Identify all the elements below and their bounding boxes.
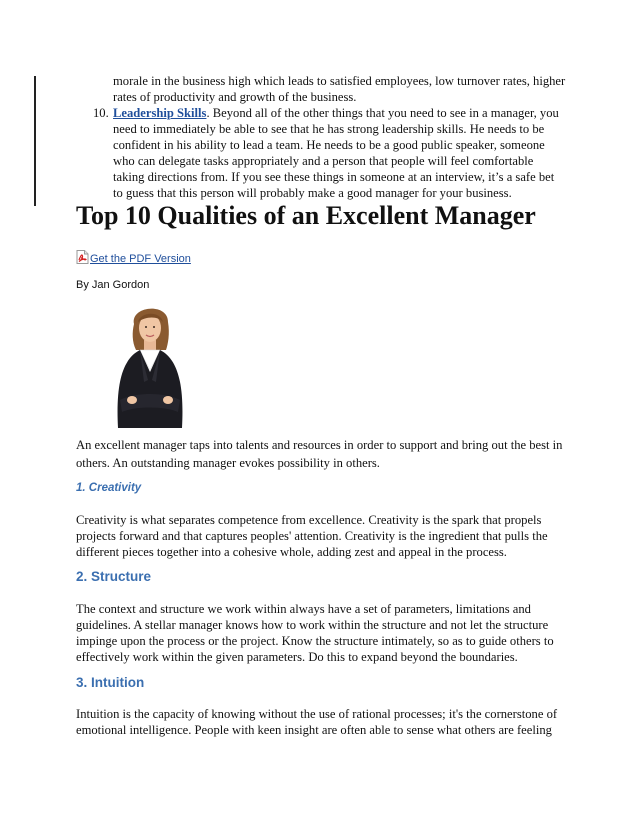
change-bar (34, 134, 36, 206)
list-item-line: to guess that this person will probably make a good manager for your business. (113, 186, 512, 200)
manager-portrait (110, 300, 190, 430)
pdf-file-icon (76, 250, 89, 264)
list-item-line: need to immediately be able to see that he has strong leadership skills. He needs to be (113, 122, 545, 136)
list-item-line: who can delegate tasks appropriately and a person that people will feel comfortable (113, 154, 534, 168)
section-line: Intuition is the capacity of knowing without the use of rational processes; it's the cornerstone of (76, 707, 558, 721)
section-heading-creativity: 1. Creativity (76, 482, 142, 494)
list-item-line: taking directions from. If you see these things in someone at an interview, it’s a safe bet (113, 170, 555, 184)
page-title: Top 10 Qualities of an Excellent Manager (76, 201, 536, 230)
list-item-line: confident in his ability to lead a team. He needs to be a good public speaker, someone (113, 138, 545, 152)
section-line: The context and structure we work within always have a set of parameters, limitations and (76, 602, 531, 616)
section-heading-structure: 2. Structure (76, 569, 152, 584)
section-line: emotional intelligence. People with keen insight are often able to sense what others are feeling (76, 723, 552, 737)
section-heading-intuition: 3. Intuition (76, 675, 145, 690)
list-item-text: . Beyond all of the other things that you need to see in a manager, you (206, 106, 559, 120)
pdf-link-row (76, 250, 191, 265)
author-byline: By Jan Gordon (76, 279, 150, 291)
list-continuation-line: morale in the business high which leads to satisfied employees, low turnover rates, higher (113, 74, 566, 88)
section-line: projects forward and that captures peoples' attention. Creativity is the ingredient that pulls the (76, 529, 548, 543)
list-continuation-line: rates of productivity and growth of the business. (113, 90, 357, 104)
intro-line: An excellent manager taps into talents and resources in order to support and bring out the best in (76, 438, 563, 452)
list-number: 10. (93, 106, 109, 120)
section-line: Creativity is what separates competence from excellence. Creativity is the spark that propels (76, 513, 542, 527)
intro-line: others. An outstanding manager evokes possibility in others. (76, 456, 380, 470)
section-line: guidelines. A stellar manager knows how to work within the structure and not let the structure (76, 618, 549, 632)
pdf-version-link[interactable]: Get the PDF Version (90, 253, 191, 265)
section-line: effectively work within the given parameters. Do this to expand beyond the boundaries. (76, 650, 518, 664)
section-line: impinge upon the process or the project. Know the structure intimately, so as to guide others to (76, 634, 554, 648)
list-item-10-first-line (113, 105, 559, 121)
leadership-skills-link[interactable]: Leadership Skills (113, 106, 207, 120)
section-line: different pieces together into a cohesive whole, adding zest and appeal in the process. (76, 545, 507, 559)
